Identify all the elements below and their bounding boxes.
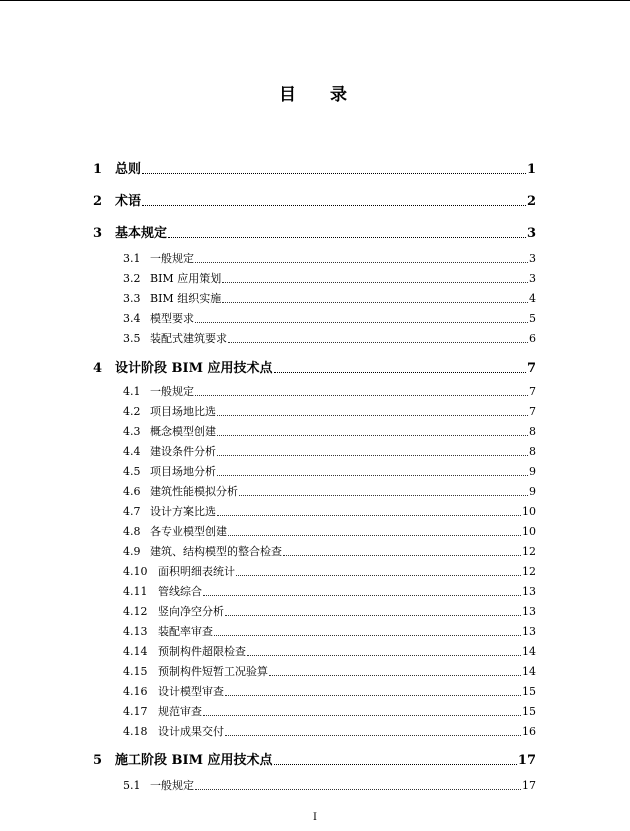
toc-section-entry[interactable] <box>123 563 536 579</box>
toc-entry-page: 9 <box>529 465 536 478</box>
toc-entry-number: 4.1 <box>123 385 141 398</box>
toc-section-entry[interactable] <box>123 643 536 659</box>
toc-entry-number: 4.14 <box>123 645 148 658</box>
toc-entry-title: 一般规定 <box>150 252 194 265</box>
toc-entry-number: 4.5 <box>123 465 141 478</box>
page-number-footer: I <box>313 812 317 823</box>
toc-section-entry[interactable] <box>123 270 536 286</box>
toc-entry-page: 9 <box>529 485 536 498</box>
toc-entry-page: 15 <box>522 685 536 698</box>
toc-dot-leader <box>274 764 517 765</box>
toc-entry-title: 建筑、结构模型的整合检查 <box>150 545 282 558</box>
toc-entry-page: 3 <box>529 252 536 265</box>
toc-entry-title: 装配率审查 <box>158 625 213 638</box>
toc-entry-number: 4.16 <box>123 685 148 698</box>
toc-entry-title: 施工阶段 BIM 应用技术点 <box>115 753 273 768</box>
toc-entry-page: 7 <box>529 385 536 398</box>
toc-dot-leader <box>222 302 528 303</box>
toc-entry-page: 4 <box>529 292 536 305</box>
toc-entry-page: 17 <box>522 779 536 792</box>
toc-section-entry[interactable] <box>123 250 536 266</box>
toc-entry-page: 13 <box>522 585 536 598</box>
toc-dot-leader <box>269 675 521 676</box>
toc-entry-number: 4 <box>93 361 103 376</box>
toc-entry-page: 14 <box>522 665 536 678</box>
toc-dot-leader <box>228 342 528 343</box>
toc-section-entry[interactable] <box>123 603 536 619</box>
toc-section-entry[interactable] <box>123 443 536 459</box>
toc-entry-number: 3.5 <box>123 332 141 345</box>
toc-entry-title: 一般规定 <box>150 779 194 792</box>
toc-dot-leader <box>203 595 521 596</box>
toc-dot-leader <box>247 655 521 656</box>
toc-section-entry[interactable] <box>123 543 536 559</box>
toc-entry-page: 15 <box>522 705 536 718</box>
toc-dot-leader <box>203 715 521 716</box>
toc-entry-number: 4.9 <box>123 545 141 558</box>
toc-entry-title: 竖向净空分析 <box>158 605 224 618</box>
toc-entry-title: 设计方案比选 <box>150 505 216 518</box>
toc-entry-title: BIM 组织实施 <box>150 292 222 305</box>
toc-chapter-entry[interactable] <box>93 222 536 241</box>
toc-section-entry[interactable] <box>123 310 536 326</box>
toc-dot-leader <box>195 262 528 263</box>
toc-entry-title: 设计模型审查 <box>158 685 224 698</box>
toc-dot-leader <box>225 695 521 696</box>
toc-dot-leader <box>225 615 521 616</box>
toc-entry-number: 3.3 <box>123 292 141 305</box>
toc-entry-title: 面积明细表统计 <box>158 565 235 578</box>
toc-entry-page: 3 <box>529 272 536 285</box>
toc-section-entry[interactable] <box>123 290 536 306</box>
toc-section-entry[interactable] <box>123 463 536 479</box>
toc-entry-number: 5 <box>93 753 103 768</box>
toc-entry-title: 项目场地比选 <box>150 405 216 418</box>
toc-entry-number: 3 <box>93 226 103 241</box>
toc-chapter-entry[interactable] <box>93 357 536 376</box>
toc-section-entry[interactable] <box>123 423 536 439</box>
toc-dot-leader <box>195 322 528 323</box>
toc-entry-page: 7 <box>529 405 536 418</box>
toc-entry-number: 3.1 <box>123 252 141 265</box>
toc-section-entry[interactable] <box>123 683 536 699</box>
toc-entry-page: 10 <box>522 525 536 538</box>
toc-section-entry[interactable] <box>123 703 536 719</box>
toc-entry-title: 概念模型创建 <box>150 425 216 438</box>
toc-dot-leader <box>142 173 526 174</box>
toc-entry-number: 4.8 <box>123 525 141 538</box>
toc-entry-number: 5.1 <box>123 779 141 792</box>
toc-entry-number: 4.2 <box>123 405 141 418</box>
toc-dot-leader <box>236 575 521 576</box>
toc-entry-number: 4.10 <box>123 565 148 578</box>
toc-chapter-entry[interactable] <box>93 190 536 209</box>
toc-section-entry[interactable] <box>123 330 536 346</box>
toc-dot-leader <box>274 372 526 373</box>
toc-chapter-entry[interactable] <box>93 749 536 768</box>
toc-dot-leader <box>217 475 528 476</box>
toc-dot-leader <box>217 455 528 456</box>
toc-entry-title: 总则 <box>115 162 142 177</box>
toc-dot-leader <box>222 282 528 283</box>
toc-dot-leader <box>225 735 521 736</box>
toc-entry-number: 4.7 <box>123 505 141 518</box>
toc-entry-page: 2 <box>526 194 536 209</box>
toc-chapter-entry[interactable] <box>93 158 536 177</box>
toc-entry-number: 2 <box>93 194 103 209</box>
toc-entry-title: 建设条件分析 <box>150 445 216 458</box>
toc-entry-number: 4.3 <box>123 425 141 438</box>
toc-section-entry[interactable] <box>123 777 536 793</box>
toc-entry-title: 规范审查 <box>158 705 202 718</box>
toc-section-entry[interactable] <box>123 623 536 639</box>
toc-entry-title: 预制构件短暂工况验算 <box>158 665 268 678</box>
toc-entry-page: 16 <box>522 725 536 738</box>
toc-entry-title: 预制构件超限检查 <box>158 645 246 658</box>
toc-entry-title: 管线综合 <box>158 585 202 598</box>
toc-entry-page: 10 <box>522 505 536 518</box>
toc-entry-title: 装配式建筑要求 <box>150 332 227 345</box>
toc-entry-title: 术语 <box>115 194 142 209</box>
toc-entry-title: 模型要求 <box>150 312 194 325</box>
toc-dot-leader <box>195 395 528 396</box>
toc-section-entry[interactable] <box>123 383 536 399</box>
toc-section-entry[interactable] <box>123 723 536 739</box>
toc-entry-number: 4.18 <box>123 725 148 738</box>
toc-section-entry[interactable] <box>123 523 536 539</box>
toc-entry-page: 17 <box>517 753 536 768</box>
toc-entry-title: 项目场地分析 <box>150 465 216 478</box>
toc-entry-page: 3 <box>526 226 536 241</box>
page-title: 目 录 <box>279 85 361 105</box>
toc-entry-page: 12 <box>522 565 536 578</box>
toc-entry-page: 6 <box>529 332 536 345</box>
toc-entry-title: BIM 应用策划 <box>150 272 222 285</box>
toc-section-entry[interactable] <box>123 483 536 499</box>
toc-entry-title: 建筑性能模拟分析 <box>150 485 238 498</box>
toc-entry-number: 3.2 <box>123 272 141 285</box>
toc-dot-leader <box>195 789 521 790</box>
toc-section-entry[interactable] <box>123 663 536 679</box>
toc-dot-leader <box>228 535 521 536</box>
toc-dot-leader <box>239 495 528 496</box>
toc-entry-number: 4.17 <box>123 705 148 718</box>
toc-entry-page: 8 <box>529 445 536 458</box>
toc-entry-title: 设计成果交付 <box>158 725 224 738</box>
toc-entry-page: 13 <box>522 625 536 638</box>
toc-section-entry[interactable] <box>123 503 536 519</box>
toc-entry-title: 一般规定 <box>150 385 194 398</box>
toc-entry-page: 8 <box>529 425 536 438</box>
toc-entry-title: 设计阶段 BIM 应用技术点 <box>115 361 273 376</box>
toc-dot-leader <box>283 555 521 556</box>
toc-dot-leader <box>142 205 526 206</box>
toc-section-entry[interactable] <box>123 403 536 419</box>
toc-entry-page: 13 <box>522 605 536 618</box>
toc-section-entry[interactable] <box>123 583 536 599</box>
toc-entry-number: 1 <box>93 162 103 177</box>
toc-dot-leader <box>217 415 528 416</box>
toc-dot-leader <box>217 515 521 516</box>
toc-entry-number: 4.11 <box>123 585 148 598</box>
toc-entry-number: 4.15 <box>123 665 148 678</box>
toc-dot-leader <box>168 237 526 238</box>
toc-entry-number: 3.4 <box>123 312 141 325</box>
toc-entry-page: 7 <box>526 361 536 376</box>
toc-entry-title: 基本规定 <box>115 226 168 241</box>
toc-entry-number: 4.13 <box>123 625 148 638</box>
toc-entry-page: 12 <box>522 545 536 558</box>
toc-entry-page: 1 <box>526 162 536 177</box>
toc-entry-number: 4.12 <box>123 605 148 618</box>
toc-dot-leader <box>217 435 528 436</box>
toc-entry-title: 各专业模型创建 <box>150 525 227 538</box>
toc-entry-number: 4.6 <box>123 485 141 498</box>
toc-dot-leader <box>214 635 521 636</box>
toc-entry-number: 4.4 <box>123 445 141 458</box>
toc-entry-page: 5 <box>529 312 536 325</box>
toc-entry-page: 14 <box>522 645 536 658</box>
